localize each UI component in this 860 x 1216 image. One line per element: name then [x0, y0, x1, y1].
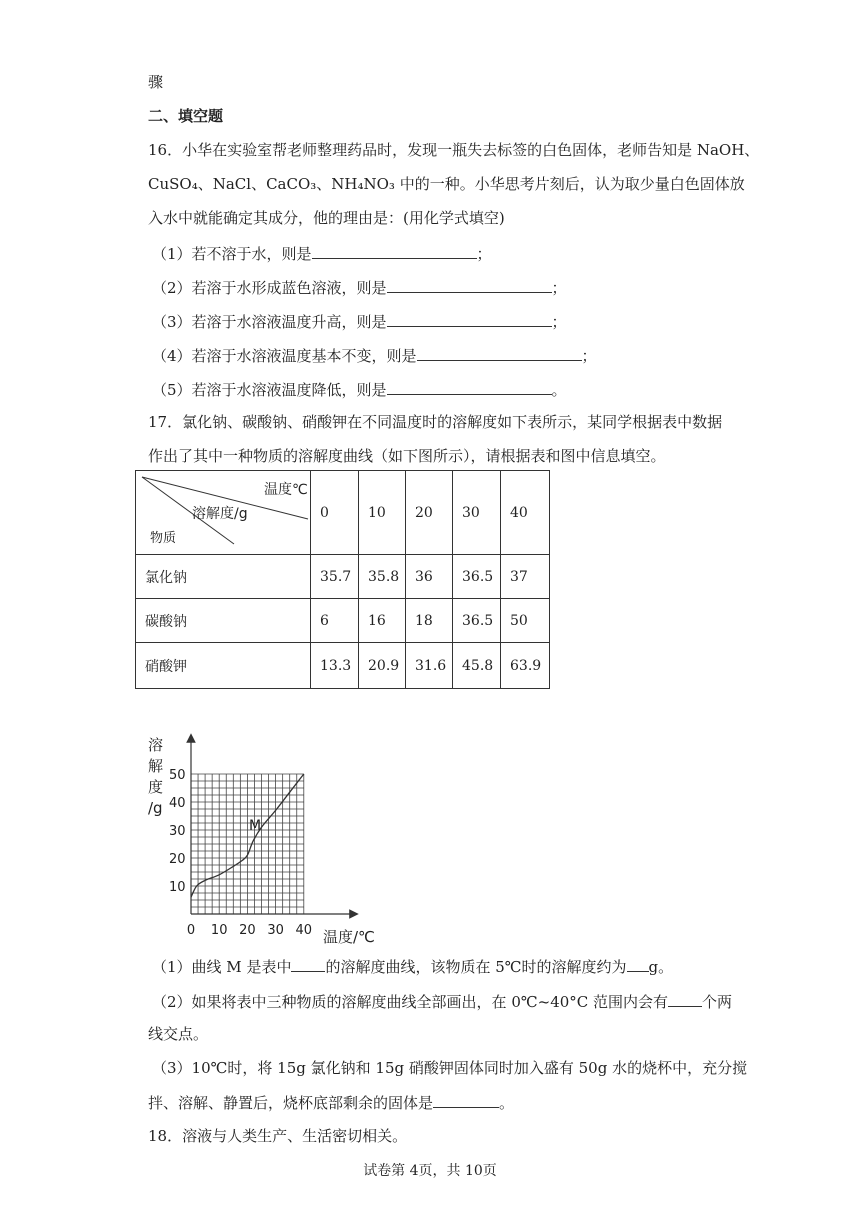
q16-item-3: （3）若溶于水溶液温度升高，则是 ；	[152, 313, 567, 331]
y-axis-label-char: /g	[148, 799, 163, 817]
y-tick-label: 50	[169, 768, 186, 783]
y-axis-label-char: 度	[148, 778, 164, 796]
x-axis-label: 温度/℃	[323, 928, 375, 946]
x-tick-label: 30	[267, 923, 284, 938]
y-tick-label: 20	[169, 852, 186, 867]
q16-text-3: 入水中就能确定其成分，他的理由是：(用化学式填空)	[148, 209, 505, 227]
x-tick-label: 0	[186, 923, 196, 938]
table-cell: 45.8	[453, 643, 501, 689]
corner-substance-label: 物质	[150, 531, 177, 546]
q17-sub-3: （3）10℃时，将 15g 氯化钠和 15g 硝酸钾固体同时加入盛有 50g 水的烧杯中，充分搅	[152, 1059, 748, 1077]
temp-header: 20	[406, 471, 453, 555]
table-corner-cell	[136, 471, 311, 555]
table-cell: 35.8	[359, 555, 406, 599]
table-cell: 63.9	[501, 643, 550, 689]
q17-text-2: 作出了其中一种物质的溶解度曲线（如下图所示），请根据表和图中信息填空。	[148, 447, 666, 465]
solubility-table	[135, 470, 550, 689]
table-cell: 37	[501, 555, 550, 599]
answer-blank[interactable]	[417, 345, 582, 361]
q17-sub-1: （1）曲线 M 是表中 的溶解度曲线，该物质在 5℃时的溶解度约为 g。	[152, 958, 674, 976]
table-cell: 6	[311, 599, 359, 643]
answer-blank[interactable]	[387, 311, 552, 327]
q17-sub-2-cont: 线交点。	[148, 1025, 209, 1043]
q18-text: 18．溶液与人类生产、生活密切相关。	[148, 1127, 408, 1145]
table-row	[136, 555, 550, 599]
y-axis-label-char: 溶	[148, 736, 164, 754]
x-tick-label: 40	[295, 923, 313, 938]
answer-blank[interactable]	[668, 991, 702, 1007]
answer-blank[interactable]	[387, 379, 552, 395]
answer-blank[interactable]	[291, 956, 325, 972]
y-tick-label: 40	[169, 796, 186, 811]
table-cell: 36	[406, 555, 453, 599]
answer-blank[interactable]	[312, 243, 477, 259]
table-cell: 36.5	[453, 599, 501, 643]
section-title: 二、填空题	[148, 107, 224, 125]
temp-header: 30	[453, 471, 501, 555]
corner-sol-label: 溶解度/g	[192, 506, 248, 522]
y-axis-label-char: 解	[148, 757, 164, 775]
substance-name: 硝酸钾	[136, 643, 311, 689]
x-tick-label: 10	[210, 923, 228, 938]
table-cell: 50	[501, 599, 550, 643]
q17-text-1: 17．氯化钠、碳酸钠、硝酸钾在不同温度时的溶解度如下表所示，某同学根据表中数据	[148, 413, 723, 431]
series-label-m: M	[249, 818, 262, 834]
q16-item-1: （1）若不溶于水，则是 ；	[152, 245, 492, 263]
substance-name: 碳酸钠	[136, 599, 311, 643]
table-cell: 18	[406, 599, 453, 643]
page-footer: 试卷第 4页，共 10页	[363, 1163, 497, 1179]
answer-blank[interactable]	[627, 956, 649, 972]
q17-sub-2: （2）如果将表中三种物质的溶解度曲线全部画出，在 0℃~40°C 范围内会有 个两	[152, 993, 733, 1011]
q17-sub-3-cont: 拌、溶解、静置后，烧杯底部剩余的固体是 。	[148, 1094, 515, 1112]
table-cell: 20.9	[359, 643, 406, 689]
table-cell: 36.5	[453, 555, 501, 599]
table-row	[136, 643, 550, 689]
top-fragment: 骤	[148, 73, 164, 91]
q16-item-2: （2）若溶于水形成蓝色溶液，则是 ；	[152, 279, 567, 297]
y-tick-label: 10	[169, 880, 186, 895]
table-cell: 35.7	[311, 555, 359, 599]
table-cell: 13.3	[311, 643, 359, 689]
q16-text-2: CuSO₄、NaCl、CaCO₃、NH₄NO₃ 中的一种。小华思考片刻后，认为取少量白色固体放	[148, 175, 745, 193]
temp-header: 40	[501, 471, 550, 555]
answer-blank[interactable]	[433, 1092, 499, 1108]
substance-name: 氯化钠	[136, 555, 311, 599]
solubility-chart	[140, 728, 400, 948]
corner-temp-label: 温度℃	[264, 482, 308, 498]
table-cell: 16	[359, 599, 406, 643]
q16-item-4: （4）若溶于水溶液温度基本不变，则是 ；	[152, 347, 597, 365]
x-tick-label: 20	[239, 923, 256, 938]
answer-blank[interactable]	[387, 277, 552, 293]
q16-item-5: （5）若溶于水溶液温度降低，则是 。	[152, 381, 567, 399]
table-row	[136, 599, 550, 643]
temp-header: 0	[311, 471, 359, 555]
temp-header: 10	[359, 471, 406, 555]
y-tick-label: 30	[169, 824, 186, 839]
table-cell: 31.6	[406, 643, 453, 689]
q16-text-1: 16．小华在实验室帮老师整理药品时，发现一瓶失去标签的白色固体，老师告知是 NaOH、	[148, 141, 760, 159]
